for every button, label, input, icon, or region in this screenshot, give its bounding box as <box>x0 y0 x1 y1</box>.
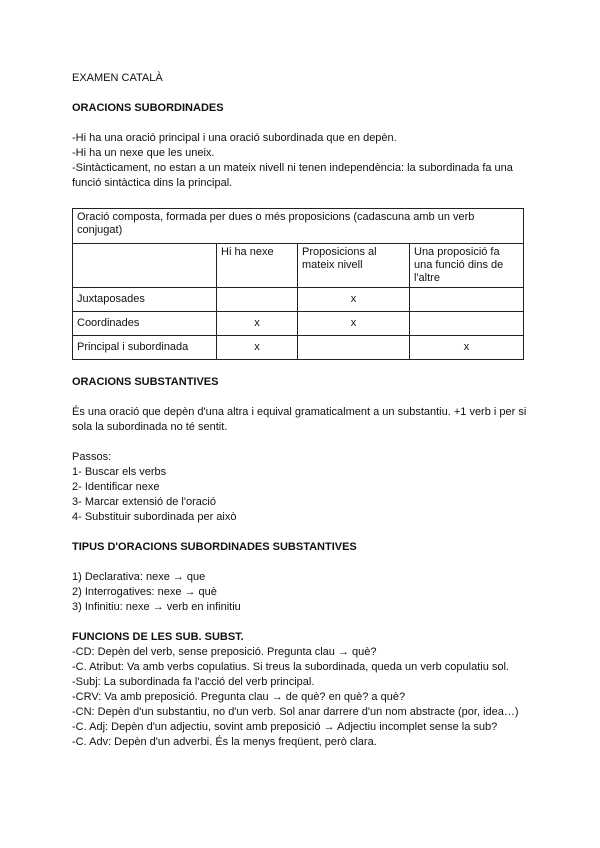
table-cell <box>217 288 298 312</box>
table-cell <box>410 288 524 312</box>
tipus-item: 3) Infinitiu: nexe → verb en infinitiu <box>72 601 241 613</box>
tipus-item: 1) Declarativa: nexe → que <box>72 571 206 583</box>
funcio-item: -CD: Depèn del verb, sense preposició. Pregunta clau → què? <box>72 646 377 658</box>
heading-tipus-oracions: TIPUS D'ORACIONS SUBORDINADES SUBSTANTIVES <box>72 541 357 553</box>
table-row <box>73 312 524 336</box>
funcio-item: -Subj: La subordinada fa l'acció del verb principal. <box>72 676 315 688</box>
table-header-cell <box>73 244 217 288</box>
funcio-item: -C. Adv: Depèn d'un adverbi. És la menys freqüent, però clara. <box>72 736 377 748</box>
table-header-cell: Hi ha nexe <box>217 244 298 288</box>
heading-funcions: FUNCIONS DE LES SUB. SUBST. <box>72 631 244 643</box>
step-item: 3- Marcar extensió de l'oració <box>72 496 216 508</box>
funcio-item: -CRV: Va amb preposició. Pregunta clau → de què? en què? a què? <box>72 691 406 703</box>
table-cell: x <box>298 288 410 312</box>
subordinades-line: -Hi ha un nexe que les uneix. <box>72 147 215 159</box>
substantives-paragraph: És una oració que depèn d'una altra i equival gramaticalment a un substantiu. +1 verb i per si sola la subordinada no té sentit. <box>72 406 527 433</box>
heading-oracions-subordinades: ORACIONS SUBORDINADES <box>72 102 224 114</box>
funcio-item: -C. Atribut: Va amb verbs copulatius. Si treus la subordinada, queda un verb copulatiu sol. <box>72 661 509 673</box>
subordinades-line: -Hi ha una oració principal i una oració subordinada que en depèn. <box>72 132 397 144</box>
table-header-cell: Proposicions al mateix nivell <box>298 244 410 288</box>
document-title: EXAMEN CATALÀ <box>72 72 163 84</box>
step-item: 2- Identificar nexe <box>72 481 160 493</box>
table-cell: x <box>410 336 524 360</box>
table-row <box>73 288 524 312</box>
document-page <box>72 71 532 750</box>
row-label: Juxtaposades <box>73 288 217 312</box>
comparison-table <box>72 208 524 360</box>
step-item: 1- Buscar els verbs <box>72 466 167 478</box>
table-cell <box>298 336 410 360</box>
row-label: Coordinades <box>73 312 217 336</box>
table-cell: x <box>298 312 410 336</box>
table-caption: Oració composta, formada per dues o més proposicions (cadascuna amb un verb conjugat) <box>73 209 524 244</box>
table-row <box>73 336 524 360</box>
table-cell: x <box>217 336 298 360</box>
table-cell: x <box>217 312 298 336</box>
subordinades-line: -Sintàcticament, no estan a un mateix nivell ni tenen independència: la subordinada fa una funció sintàctica dins la principal. <box>72 162 513 189</box>
table-cell <box>410 312 524 336</box>
tipus-item: 2) Interrogatives: nexe → què <box>72 586 217 598</box>
table-header-cell: Una proposició fa una funció dins de l'altre <box>410 244 524 288</box>
step-item: 4- Substituir subordinada per això <box>72 511 237 523</box>
row-label: Principal i subordinada <box>73 336 217 360</box>
funcio-item: -CN: Depèn d'un substantiu, no d'un verb. Sol anar darrere d'un nom abstracte (por, idea…) <box>72 706 519 718</box>
heading-oracions-substantives: ORACIONS SUBSTANTIVES <box>72 376 219 388</box>
steps-title: Passos: <box>72 451 112 463</box>
funcio-item: -C. Adj: Depèn d'un adjectiu, sovint amb preposició → Adjectiu incomplet sense la sub? <box>72 721 498 733</box>
